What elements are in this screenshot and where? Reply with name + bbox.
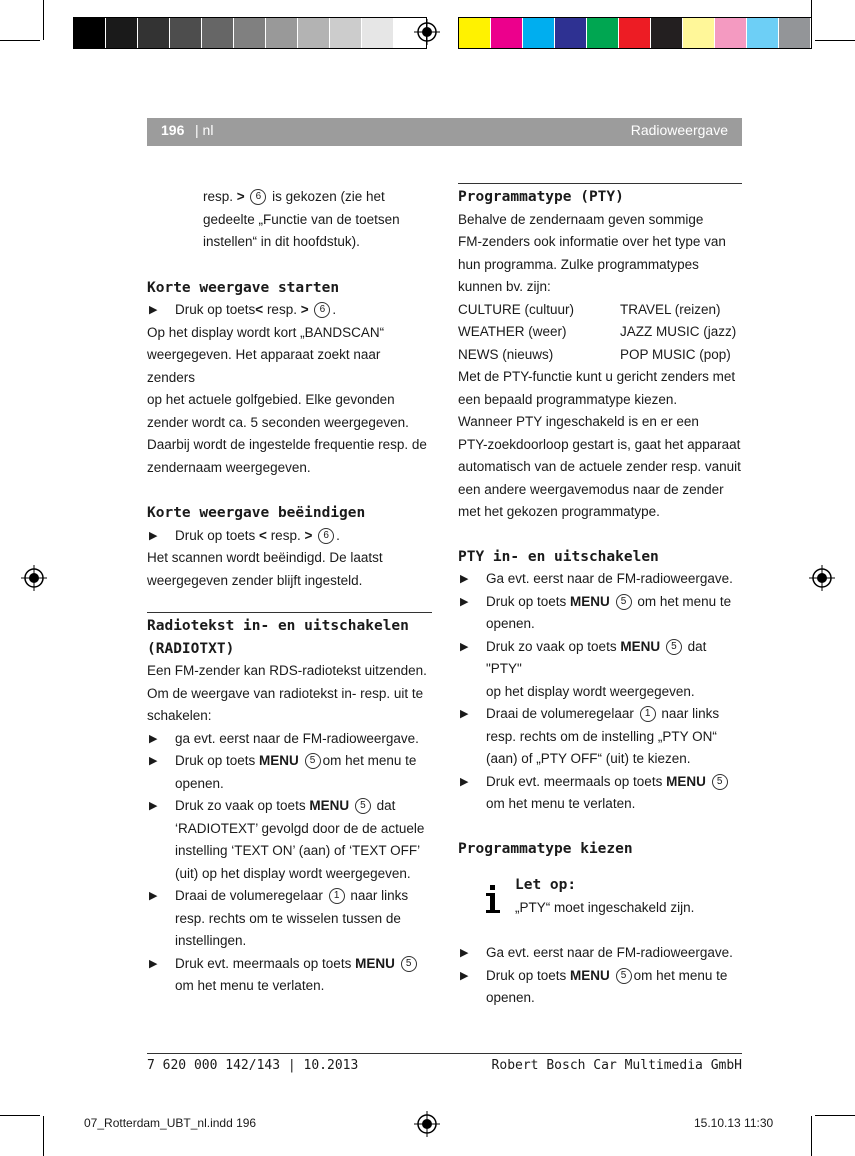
color-swatch bbox=[234, 18, 266, 48]
color-swatch bbox=[459, 18, 491, 48]
list-item: ▶ Druk op toets MENU 5 om het menu te openen. bbox=[147, 750, 432, 795]
crop-mark bbox=[43, 0, 44, 40]
list-item: ▶ Druk op toets MENU 5 om het menu te openen. bbox=[458, 591, 742, 636]
page-header bbox=[147, 118, 742, 146]
page-footer bbox=[147, 1053, 742, 1073]
info-icon bbox=[480, 882, 506, 916]
key-5-icon: 5 bbox=[616, 968, 632, 984]
list-item: ▶ Draai de volumeregelaar 1 naar links resp. rechts om te wisselen tussen de instellingen. bbox=[147, 885, 432, 953]
gt-key-icon: > bbox=[304, 527, 313, 543]
color-swatch bbox=[298, 18, 330, 48]
bullet-icon: ▶ bbox=[149, 529, 158, 542]
slug-date: 15.10.13 11:30 bbox=[694, 1116, 774, 1130]
registration-mark-icon bbox=[414, 19, 440, 45]
section-divider bbox=[458, 183, 742, 209]
crop-mark bbox=[811, 1116, 812, 1156]
section-heading: Programmatype kiezen bbox=[458, 840, 633, 857]
page-number: 196 bbox=[161, 122, 185, 138]
color-swatch bbox=[362, 18, 394, 48]
left-column: resp. > 6 is gekozen (zie het gedeelte „Functie van de toetsen instellen“ in dit hoofdstuk). Korte weergave starten ▶ Druk op toets< resp. > 6 . Op het display wordt kort „BANDSCAN“ weergegeven. Het apparaat zoekt naar zenders op het actuele golfgebied. Elke gevonden zender wordt ca. 5 seconden weergegeven. Daarbij wordt de ingestelde frequentie resp. de zendernaam weergegeven. Korte weergave beëindigen ▶ Druk op toets < resp. > 6 . Het scannen wordt beëindigd. De laatst weergegeven zender blijft ingesteld. Radiotekst in- en uitschakelen (RADIOTXT) Een FM-zender kan RDS-radiotekst uitzenden. Om de weergave van radiotekst in- resp. uit te schakelen: ▶ ga evt. eerst naar de FM-radioweergave. ▶ Druk op toets MENU 5 om het menu te openen. ▶ Druk zo vaak op toets MENU 5 dat ‘RADIOTEXT’ gevolgd door de de actuele instelling ‘TEXT ON’ (aan) of ‘TEXT OFF’ (uit) op het display wordt weergegeven. ▶ Draai de volumeregelaar 1 naar links resp. rechts om te wisselen tussen de instellingen. ▶ Druk evt. meermaals op toets MENU 5 om het menu te verlaten. bbox=[147, 186, 432, 998]
bullet-icon: ▶ bbox=[460, 775, 469, 788]
list-item: ▶ Druk zo vaak op toets MENU 5 dat "PTY" op het display wordt weergegeven. bbox=[458, 636, 742, 704]
key-5-icon: 5 bbox=[666, 639, 682, 655]
key-5-icon: 5 bbox=[401, 956, 417, 972]
list-item: ▶ Druk op toets MENU 5 om het menu te openen. bbox=[458, 965, 742, 1010]
lt-key-icon: < bbox=[259, 527, 267, 543]
language-code: | nl bbox=[195, 122, 214, 138]
key-5-icon: 5 bbox=[712, 774, 728, 790]
key-5-icon: 5 bbox=[355, 798, 371, 814]
bullet-icon: ▶ bbox=[149, 755, 158, 767]
crop-mark bbox=[815, 40, 855, 41]
pty-table-row: CULTURE (cultuur) TRAVEL (reizen) bbox=[458, 301, 721, 317]
publisher: Robert Bosch Car Multimedia GmbH bbox=[491, 1058, 742, 1073]
list-item: ▶ Ga evt. eerst naar de FM-radioweergave. bbox=[458, 942, 742, 965]
section-heading: Radiotekst in- en uitschakelen bbox=[147, 618, 409, 634]
color-swatch bbox=[715, 18, 747, 48]
section-heading: Korte weergave starten bbox=[147, 279, 340, 296]
note-title: Let op: bbox=[515, 877, 577, 893]
note-text: „PTY“ moet ingeschakeld zijn. bbox=[515, 900, 695, 915]
chapter-title: Radioweergave bbox=[630, 122, 728, 138]
list-item: ▶ ga evt. eerst naar de FM-radioweergave. bbox=[147, 728, 432, 751]
bullet-icon: ▶ bbox=[149, 304, 158, 316]
color-swatch bbox=[202, 18, 234, 48]
lt-key-icon: < bbox=[255, 302, 264, 317]
key-1-icon: 1 bbox=[640, 706, 656, 722]
pty-table-row: WEATHER (weer) JAZZ MUSIC (jazz) bbox=[458, 324, 737, 339]
crop-mark bbox=[0, 40, 40, 41]
pty-table-row: NEWS (nieuws) POP MUSIC (pop) bbox=[458, 346, 731, 362]
gt-key-icon: > bbox=[300, 302, 309, 317]
key-5-icon: 5 bbox=[305, 753, 321, 769]
list-item: ▶ Druk evt. meermaals op toets MENU 5 om het menu te verlaten. bbox=[147, 953, 432, 998]
key-1-icon: 1 bbox=[329, 888, 345, 904]
section-heading: Programmatype (PTY) bbox=[458, 189, 624, 205]
section-heading: Korte weergave beëindigen bbox=[147, 505, 366, 521]
section-divider bbox=[147, 612, 432, 660]
crop-mark bbox=[815, 1115, 855, 1116]
registration-mark-icon bbox=[809, 565, 835, 591]
section-heading: (RADIOTXT) bbox=[147, 640, 235, 657]
color-swatch bbox=[619, 18, 651, 48]
color-calibration-bar bbox=[458, 17, 812, 49]
color-swatch bbox=[330, 18, 362, 48]
key-6-icon: 6 bbox=[318, 528, 334, 544]
color-swatch bbox=[74, 18, 106, 48]
right-column: Programmatype (PTY) Behalve de zendernaam geven sommige FM-zenders ook informatie over het type van hun programma. Zulke programmatypes kunnen bv. zijn: CULTURE (cultuur) TRAVEL (reizen) WEATHER (weer) JAZZ MUSIC (jazz) NEWS (nieuws) POP MUSIC (pop) Met de PTY-functie kunt u gericht zenders met een bepaald programmatype kiezen. Wanneer PTY ingeschakeld is en er een PTY-zoekdoorloop gestart is, gaat het apparaat automatisch van de actuele zender resp. vanuit een andere weergavemodus naar de zender met het gekozen programmatype. PTY in- en uitschakelen ▶ Ga evt. eerst naar de FM-radioweergave. ▶ Druk op toets MENU 5 om het menu te openen. ▶ Druk zo vaak op toets MENU 5 dat "PTY" op het display wordt weergegeven. ▶ Draai de volumeregelaar 1 naar links resp. rechts om de instelling „PTY ON“ (aan) of „PTY OFF“ (uit) te kiezen. ▶ Druk evt. meermaals op toets MENU 5 om het menu te verlaten. Programmatype kiezen Let op: „PTY“ moet ingeschakeld zijn. ▶ Ga evt. eerst naar de FM-radioweergave. ▶ Druk op toets MENU 5 om het menu te openen. bbox=[458, 183, 742, 1010]
bullet-icon: ▶ bbox=[149, 890, 158, 902]
color-swatch bbox=[266, 18, 298, 48]
key-6-icon: 6 bbox=[250, 189, 266, 205]
bullet-icon: ▶ bbox=[149, 800, 158, 812]
color-swatch bbox=[555, 18, 587, 48]
bullet-icon: ▶ bbox=[460, 640, 469, 653]
note-box bbox=[458, 874, 742, 938]
list-item: ▶ Ga evt. eerst naar de FM-radioweergave. bbox=[458, 568, 742, 591]
continuation-text: resp. > 6 is gekozen (zie het gedeelte „Functie van de toetsen instellen“ in dit hoofdstuk). bbox=[203, 189, 400, 249]
color-swatch bbox=[491, 18, 523, 48]
bullet-icon: ▶ bbox=[149, 732, 158, 745]
bullet-icon: ▶ bbox=[460, 947, 469, 959]
list-item: ▶ Druk op toets< resp. > 6 . bbox=[147, 299, 432, 322]
crop-mark bbox=[43, 1116, 44, 1156]
registration-mark-icon bbox=[414, 1111, 440, 1137]
bullet-icon: ▶ bbox=[460, 969, 469, 982]
list-item: ▶ Draai de volumeregelaar 1 naar links resp. rechts om de instelling „PTY ON“ (aan) of „PTY OFF“ (uit) te kiezen. bbox=[458, 703, 742, 771]
color-swatch bbox=[747, 18, 779, 48]
key-6-icon: 6 bbox=[314, 302, 330, 318]
document-number: 7 620 000 142/143 | 10.2013 bbox=[147, 1058, 359, 1073]
bullet-icon: ▶ bbox=[460, 573, 469, 585]
bullet-icon: ▶ bbox=[460, 595, 469, 608]
key-5-icon: 5 bbox=[616, 594, 632, 610]
slug-filename: 07_Rotterdam_UBT_nl.indd 196 bbox=[84, 1116, 257, 1130]
color-swatch bbox=[138, 18, 170, 48]
color-swatch bbox=[170, 18, 202, 48]
color-swatch bbox=[106, 18, 138, 48]
crop-mark bbox=[0, 1115, 40, 1116]
color-swatch bbox=[779, 18, 811, 48]
color-swatch bbox=[587, 18, 619, 48]
gray-calibration-bar bbox=[73, 17, 427, 49]
list-item: ▶ Druk zo vaak op toets MENU 5 dat ‘RADIOTEXT’ gevolgd door de de actuele instelling ‘TEXT ON’ (aan) of ‘TEXT OFF’ (uit) op het display wordt weergegeven. bbox=[147, 795, 432, 885]
bullet-icon: ▶ bbox=[149, 957, 158, 970]
list-item: ▶ Druk op toets < resp. > 6 . bbox=[147, 525, 432, 548]
color-swatch bbox=[651, 18, 683, 48]
color-swatch bbox=[683, 18, 715, 48]
registration-mark-icon bbox=[21, 565, 47, 591]
bullet-icon: ▶ bbox=[460, 708, 469, 720]
section-heading: PTY in- en uitschakelen bbox=[458, 548, 659, 565]
color-swatch bbox=[523, 18, 555, 48]
list-item: ▶ Druk evt. meermaals op toets MENU 5 om het menu te verlaten. bbox=[458, 771, 742, 816]
gt-key-icon: > bbox=[236, 189, 245, 204]
